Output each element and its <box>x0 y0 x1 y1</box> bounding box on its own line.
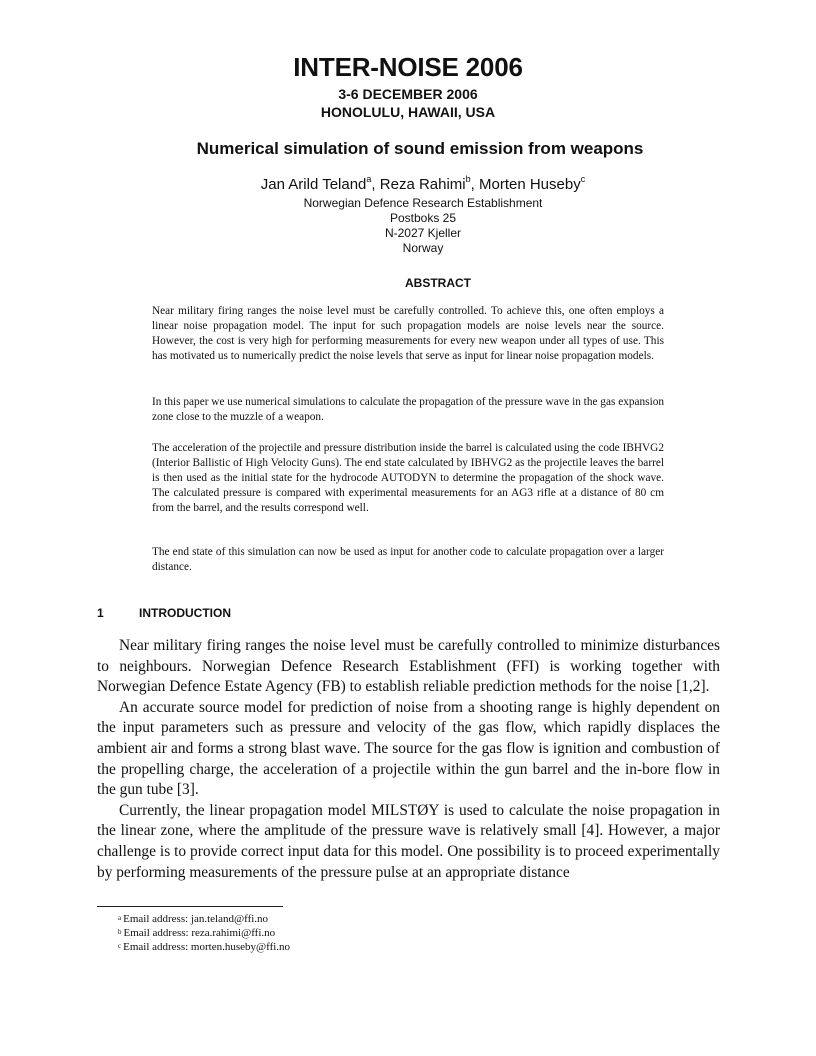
abstract-paragraph: In this paper we use numerical simulations to calculate the propagation of the pressure wave in the gas expansion zone close to the muzzle of a weapon. <box>152 396 664 423</box>
footnote <box>118 926 290 940</box>
paper-title: Numerical simulation of sound emission from weapons <box>196 139 644 158</box>
section-title: INTRODUCTION <box>139 606 231 620</box>
body-paragraph: Near military firing ranges the noise level must be carefully controlled to minimize disturbances to neighbours. Norwegian Defence Research Establishment (FFI) is working together with Norwegian Defence Estate Agency (FB) to establish reliable prediction methods for the noise [1,2]. <box>97 637 720 696</box>
footnotes <box>118 912 290 954</box>
introduction-body <box>97 636 720 883</box>
author-name: Morten Huseby <box>479 176 581 193</box>
affiliation-line: Norway <box>402 241 444 255</box>
body-paragraph: An accurate source model for prediction of noise from a shooting range is highly dependent on the input parameters such as pressure and velocity of the gas flow, which rapidly displaces the ambient air and forms a strong blast wave. The source for the gas flow is ignition and combustion of the propelling charge, the acceleration of a projectile within the gun barrel and the in-bore flow in the gun tube [3]. <box>97 698 720 799</box>
footnote-text: Email address: reza.rahimi@ffi.no <box>123 927 276 939</box>
affiliation-line: Norwegian Defence Research Establishment <box>303 196 543 210</box>
conference-title: INTER-NOISE 2006 <box>293 52 523 82</box>
abstract-heading: ABSTRACT <box>405 276 471 290</box>
footnote-mark: b <box>118 928 122 936</box>
conference-place: HONOLULU, HAWAII, USA <box>320 104 496 120</box>
section-heading <box>97 606 231 620</box>
abstract-paragraph: Near military firing ranges the noise level must be carefully controlled. To achieve this, one often employs a linear noise propagation model. The input for such propagation models are noise levels near the source. However, the cost is very high for performing measurements for every new weapon under all types of use. This has motivated us to numerically predict the noise levels that serve as input for linear noise propagation models. <box>152 305 664 362</box>
author-list: Jan Arild Teland$^a$, Reza Rahimi$^b$, Morten Huseby$^c$ <box>260 174 586 193</box>
footnote-text: Email address: morten.huseby@ffi.no <box>123 941 291 953</box>
author-name: Reza Rahimi <box>379 176 466 193</box>
footnote-mark: a <box>118 914 122 922</box>
footnote-mark: c <box>118 942 122 950</box>
affiliation-line: N-2027 Kjeller <box>384 226 462 240</box>
author-mark: a <box>366 174 372 184</box>
author-mark: c <box>580 174 586 184</box>
footnote-text: Email address: jan.teland@ffi.no <box>123 913 269 925</box>
author-mark: b <box>465 174 471 184</box>
abstract-paragraph: The acceleration of the projectile and pressure distribution inside the barrel is calculated using the code IBHVG2 (Interior Ballistic of High Velocity Guns). The end state calculated by IBHVG2 as the projectile leaves the barrel is then used as the initial state for the hydrocode AUTODYN to determine the propagation of the shock wave. The calculated pressure is compared with experimental measurements for an AG3 rifle at a distance of 80 cm from the barrel, and the results correspond well. <box>152 442 664 514</box>
body-paragraph: Currently, the linear propagation model MILSTØY is used to calculate the noise propagation in the linear zone, where the amplitude of the pressure wave is relatively small [4]. However, a major challenge is to provide correct input data for this model. One possibility is to proceed experimentally by performing measurements of the pressure pulse at an appropriate distance <box>97 801 720 881</box>
affiliation-line: Postboks 25 <box>389 211 457 225</box>
footnote <box>118 940 290 954</box>
footnote <box>118 912 290 926</box>
conference-date: 3-6 DECEMBER 2006 <box>338 86 478 102</box>
author-name: Jan Arild Teland <box>260 176 367 193</box>
abstract-paragraph: The end state of this simulation can now be used as input for another code to calculate propagation over a larger distance. <box>152 546 664 573</box>
footnote-divider <box>97 906 283 907</box>
section-number: 1 <box>97 606 104 620</box>
